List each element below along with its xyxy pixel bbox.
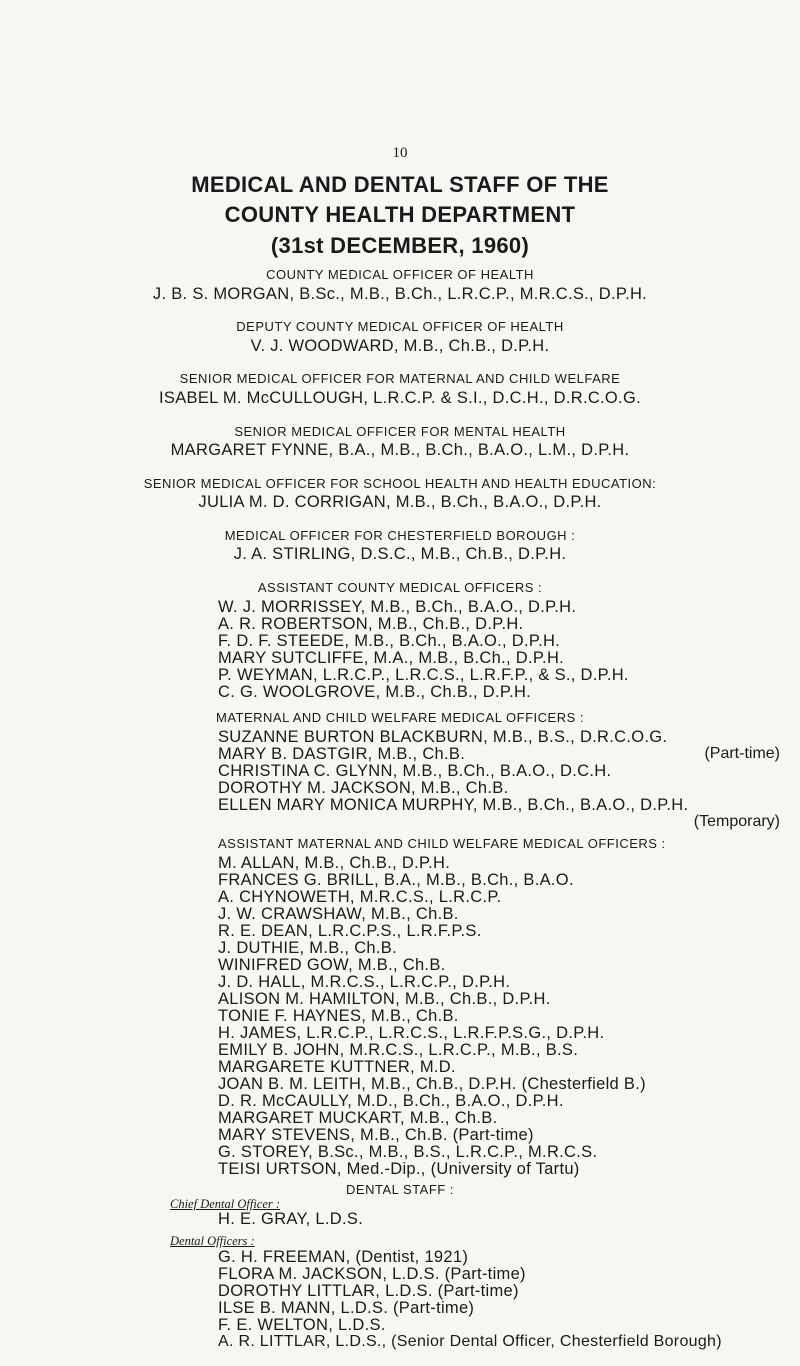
staff-name: TONIE F. HAYNES, M.B., Ch.B. (218, 1007, 459, 1025)
temporary-note: (Temporary) (693, 813, 780, 830)
staff-name: P. WEYMAN, L.R.C.P., L.R.C.S., L.R.F.P., & S., D.P.H. (218, 666, 629, 684)
staff-name: F. E. WELTON, L.D.S. (218, 1316, 386, 1334)
staff-name: D. R. McCAULLY, M.D., B.Ch., B.A.O., D.P.H. (218, 1092, 564, 1110)
section-heading: SENIOR MEDICAL OFFICER FOR MENTAL HEALTH (234, 424, 566, 439)
staff-name: G. H. FREEMAN, (Dentist, 1921) (218, 1248, 469, 1266)
staff-name: ALISON M. HAMILTON, M.B., Ch.B., D.P.H. (218, 990, 551, 1008)
staff-name: H. E. GRAY, L.D.S. (218, 1210, 364, 1228)
staff-name: H. JAMES, L.R.C.P., L.R.C.S., L.R.F.P.S.G., D.P.H. (218, 1024, 605, 1042)
part-time-note: (Part-time) (704, 745, 780, 762)
staff-name: A. CHYNOWETH, M.R.C.S., L.R.C.P. (218, 888, 502, 906)
title-line-2: COUNTY HEALTH DEPARTMENT (224, 202, 576, 227)
section-heading: ASSISTANT COUNTY MEDICAL OFFICERS : (257, 580, 543, 595)
staff-name: A. R. ROBERTSON, M.B., Ch.B., D.P.H. (218, 615, 524, 633)
section-heading: SENIOR MEDICAL OFFICER FOR MATERNAL AND CHILD WELFARE (179, 371, 621, 386)
staff-name: SUZANNE BURTON BLACKBURN, M.B., B.S., D.R.C.O.G. (218, 728, 668, 746)
section-heading: DEPUTY COUNTY MEDICAL OFFICER OF HEALTH (236, 319, 564, 334)
section-heading: SENIOR MEDICAL OFFICER FOR SCHOOL HEALTH AND HEALTH EDUCATION: (143, 476, 657, 491)
title-line-3: (31st DECEMBER, 1960) (270, 233, 530, 258)
title-line-1: MEDICAL AND DENTAL STAFF OF THE (191, 172, 609, 197)
staff-name: FLORA M. JACKSON, L.D.S. (Part-time) (218, 1265, 526, 1283)
staff-name: TEISI URTSON, Med.-Dip., (University of Tartu) (218, 1160, 580, 1178)
section-heading: MATERNAL AND CHILD WELFARE MEDICAL OFFICERS : (215, 710, 584, 725)
staff-name: MARGARET MUCKART, M.B., Ch.B. (218, 1109, 498, 1127)
staff-name: J. D. HALL, M.R.C.S., L.R.C.P., D.P.H. (218, 973, 511, 991)
staff-name: ELLEN MARY MONICA MURPHY, M.B., B.Ch., B.A.O., D.P.H. (218, 796, 689, 814)
staff-name: J. DUTHIE, M.B., Ch.B. (218, 939, 397, 957)
staff-name: JULIA M. D. CORRIGAN, M.B., B.Ch., B.A.O., D.P.H. (198, 493, 602, 511)
staff-name: V. J. WOODWARD, M.B., Ch.B., D.P.H. (250, 337, 550, 355)
staff-name: CHRISTINA C. GLYNN, M.B., B.Ch., B.A.O., D.C.H. (218, 762, 612, 780)
staff-name: J. W. CRAWSHAW, M.B., Ch.B. (218, 905, 459, 923)
staff-name: JOAN B. M. LEITH, M.B., Ch.B., D.P.H. (Chesterfield B.) (218, 1075, 646, 1093)
section-heading: MEDICAL OFFICER FOR CHESTERFIELD BOROUGH : (224, 528, 576, 543)
dental-officers-label: Dental Officers : (170, 1234, 255, 1248)
staff-name: ILSE B. MANN, L.D.S. (Part-time) (218, 1299, 475, 1317)
staff-name: ISABEL M. McCULLOUGH, L.R.C.P. & S.I., D.C.H., D.R.C.O.G. (159, 389, 641, 407)
staff-name: J. A. STIRLING, D.S.C., M.B., Ch.B., D.P.H. (233, 545, 567, 563)
staff-name: EMILY B. JOHN, M.R.C.S., L.R.C.P., M.B., B.S. (218, 1041, 579, 1059)
staff-name: MARGARET FYNNE, B.A., M.B., B.Ch., B.A.O., L.M., D.P.H. (170, 441, 630, 459)
staff-name: W. J. MORRISSEY, M.B., B.Ch., B.A.O., D.P.H. (218, 598, 577, 616)
staff-name: FRANCES G. BRILL, B.A., M.B., B.Ch., B.A.O. (218, 871, 574, 889)
staff-name: MARY STEVENS, M.B., Ch.B. (Part-time) (218, 1126, 534, 1144)
staff-name: MARY SUTCLIFFE, M.A., M.B., B.Ch., D.P.H. (218, 649, 565, 667)
staff-name: J. B. S. MORGAN, B.Sc., M.B., B.Ch., L.R.C.P., M.R.C.S., D.P.H. (152, 285, 648, 303)
staff-name: F. D. F. STEEDE, M.B., B.Ch., B.A.O., D.P.H. (218, 632, 561, 650)
staff-name: G. STOREY, B.Sc., M.B., B.S., L.R.C.P., M.R.C.S. (218, 1143, 598, 1161)
staff-name: R. E. DEAN, L.R.C.P.S., L.R.F.P.S. (218, 922, 482, 940)
staff-name: C. G. WOOLGROVE, M.B., Ch.B., D.P.H. (218, 683, 532, 701)
section-heading: DENTAL STAFF : (346, 1182, 454, 1197)
chief-dental-officer-label: Chief Dental Officer : (170, 1197, 281, 1211)
staff-name: M. ALLAN, M.B., Ch.B., D.P.H. (218, 854, 451, 872)
staff-name: A. R. LITTLAR, L.D.S., (Senior Dental Officer, Chesterfield Borough) (218, 1333, 722, 1350)
section-heading: ASSISTANT MATERNAL AND CHILD WELFARE MEDICAL OFFICERS : (218, 836, 666, 851)
staff-name: DOROTHY LITTLAR, L.D.S. (Part-time) (218, 1282, 519, 1300)
staff-name: WINIFRED GOW, M.B., Ch.B. (218, 956, 446, 974)
staff-name: DOROTHY M. JACKSON, M.B., Ch.B. (218, 779, 509, 797)
staff-name: MARGARETE KUTTNER, M.D. (218, 1058, 456, 1076)
staff-name: MARY B. DASTGIR, M.B., Ch.B. (218, 745, 466, 763)
page-number: 10 (392, 145, 408, 161)
section-heading: COUNTY MEDICAL OFFICER OF HEALTH (266, 267, 534, 282)
